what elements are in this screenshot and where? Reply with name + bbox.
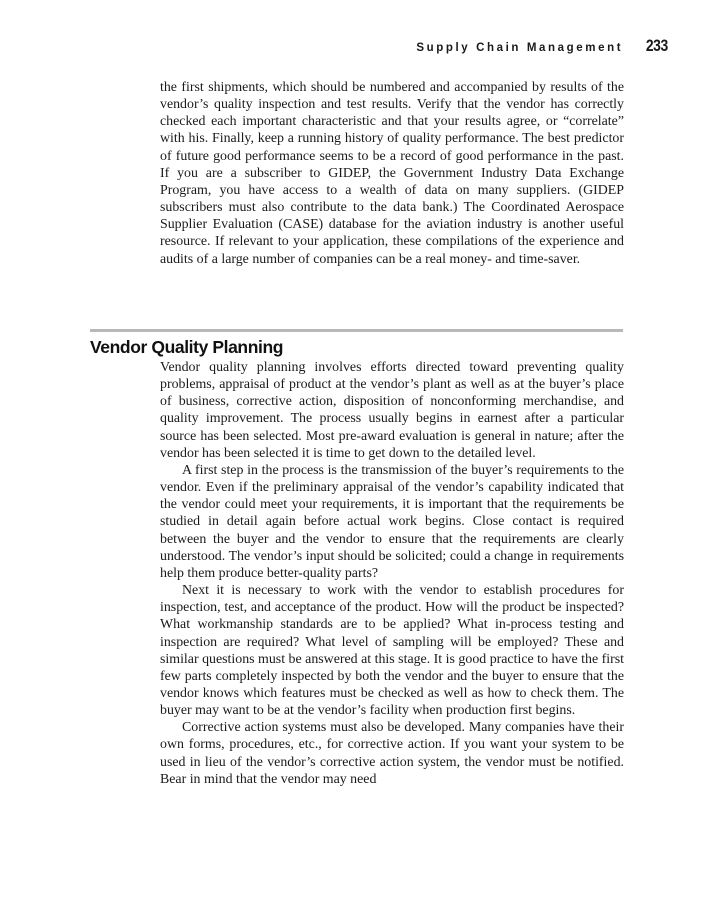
section-paragraph-1: Vendor quality planning involves efforts directed toward preventing quality problems, appraisal of product at the vendor’s plant as well as at the buyer’s place of business, corrective action, disposition of nonconforming merchandise, and quality improvement. The process usually begins in earnest after a particular source has been selected. Most pre-award evaluation is general in nature; after the vendor has been selected it is time to get down to the detailed level.	[160, 360, 624, 461]
section-paragraph-4: Corrective action systems must also be developed. Many companies have their own forms, procedures, etc., for corrective action. If you want your system to be used in lieu of the vendor’s corrective action system, the vendor must be notified. Bear in mind that the vendor may need	[160, 720, 624, 787]
running-head	[380, 36, 668, 60]
section-paragraph-3: Next it is necessary to work with the vendor to establish procedures for inspection, test, and acceptance of the product. How will the product be inspected? What workmanship standards are to be applied? What in-process testing and inspection are required? What level of sampling will be employed? These and similar questions must be answered at this stage. It is good practice to have the first few parts completely inspected by both the vendor and the buyer to ensure that the vendor knows which features must be checked as well as how to check them. The buyer may want to be at the vendor’s facility when production first begins.	[160, 583, 624, 719]
page-number: 233	[645, 36, 668, 55]
section-body	[160, 359, 624, 788]
section-divider	[90, 329, 623, 332]
intro-paragraph: the first shipments, which should be numbered and accompanied by results of the vendor’s quality inspection and test results. Verify that the vendor has correctly checked each important characteristic and that your results agree, or “correlate” with his. Finally, keep a running history of quality performance. The best predictor of future good performance seems to be a record of good performance in the past. If you are a subscriber to GIDEP, the Government Industry Data Exchange Program, you have access to a wealth of data on many suppliers. (GIDEP subscribers must also contribute to the data bank.) The Coordinated Aerospace Supplier Evaluation (CASE) database for the aviation industry is another useful resource. If relevant to your application, these compilations of the experience and audits of a large number of companies can be a real money- and time-saver.	[160, 80, 624, 267]
running-title: Supply Chain Management	[416, 42, 624, 54]
section-heading: Vendor Quality Planning	[90, 337, 284, 357]
intro-block	[160, 79, 624, 268]
section-paragraph-2: A first step in the process is the transmission of the buyer’s requirements to the vendor. Even if the preliminary appraisal of the vendor’s capability indicated that the vendor could meet your requirements, it is important that the requirements be studied in detail again before actual work begins. Close contact is required between the buyer and the vendor to ensure that the requirements are clearly understood. The vendor’s input should be solicited; could a change in requirements help them produce better-quality parts?	[160, 462, 624, 581]
